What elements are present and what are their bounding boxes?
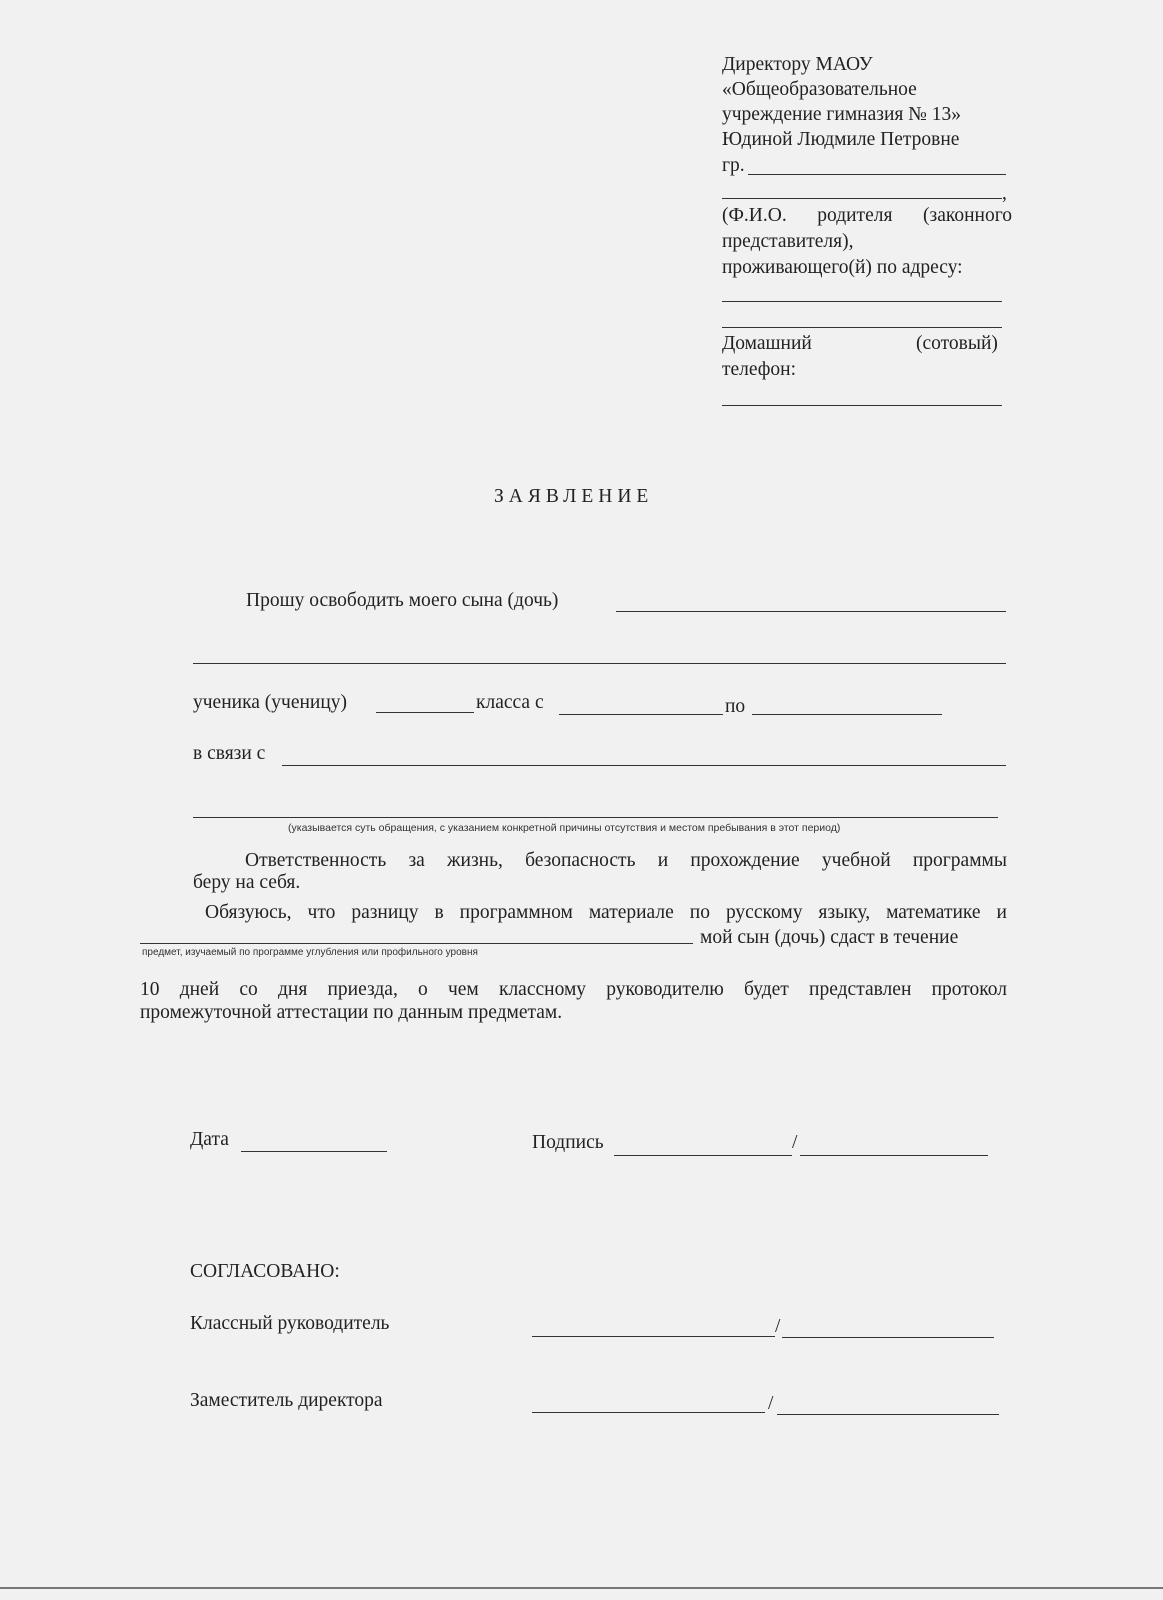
child-name-field-2[interactable] [193, 663, 1006, 664]
date-to-field[interactable] [752, 714, 942, 715]
scan-edge [0, 1587, 1163, 1589]
responsibility-text: беру на себя. [193, 872, 301, 893]
addressee-line: «Общеобразовательное [722, 79, 917, 100]
agreed-label: СОГЛАСОВАНО: [190, 1261, 340, 1282]
deputy-label: Заместитель директора [190, 1390, 383, 1411]
phone-label: Домашний [722, 333, 812, 354]
class-teacher-label: Классный руководитель [190, 1313, 390, 1334]
date-from-field[interactable] [559, 714, 723, 715]
date-field[interactable] [241, 1151, 387, 1152]
slash: / [775, 1316, 781, 1337]
subject-hint: предмет, изучаемый по программе углубления или профильного уровня [142, 947, 478, 958]
reason-label: в связи с [193, 743, 266, 764]
obligation-text: Обязуюсь, что разницу в программном материале по русскому языку, математике и [205, 902, 1007, 923]
document-title: ЗАЯВЛЕНИЕ [494, 486, 654, 507]
addressee-line: учреждение гимназия № 13» [722, 104, 961, 125]
address-field[interactable] [722, 301, 1002, 302]
subject-field[interactable] [140, 943, 693, 944]
addressee-line: Директору МАОУ [722, 54, 873, 75]
reason-field-2[interactable] [193, 817, 998, 818]
to-label: по [725, 696, 746, 717]
fio-note: (Ф.И.О. родителя (законного [722, 205, 1012, 226]
student-label: ученика (ученицу) [193, 692, 348, 713]
deputy-signature-field[interactable] [532, 1412, 765, 1413]
comma: , [1002, 183, 1007, 204]
gr-label: гр. [722, 155, 745, 176]
signature-label: Подпись [532, 1132, 604, 1153]
addressee-line: Юдиной Людмиле Петровне [722, 129, 960, 150]
slash: / [792, 1132, 798, 1153]
reason-hint: (указывается суть обращения, с указанием конкретной причины отсутствия и местом пребывания в этот период) [288, 822, 841, 834]
reason-field[interactable] [282, 765, 1006, 766]
class-field[interactable] [376, 712, 474, 713]
slash: / [768, 1393, 774, 1414]
phone-field[interactable] [722, 405, 1002, 406]
child-name-field[interactable] [616, 611, 1006, 612]
parent-name-field[interactable] [748, 174, 1006, 175]
class-teacher-name-field[interactable] [782, 1337, 994, 1338]
obligation-text: 10 дней со дня приезда, о чем классному руководителю будет представлен протокол [140, 979, 1007, 1000]
class-from-label: класса с [476, 692, 544, 713]
obligation-text: мой сын (дочь) сдаст в течение [700, 927, 959, 948]
deputy-name-field[interactable] [777, 1414, 999, 1415]
obligation-text: промежуточной аттестации по данным предметам. [140, 1002, 563, 1023]
responsibility-text: Ответственность за жизнь, безопасность и прохождение учебной программы [245, 850, 1007, 871]
phone-label: (сотовый) [916, 333, 998, 354]
address-label: проживающего(й) по адресу: [722, 257, 963, 278]
fio-note: представителя), [722, 231, 854, 252]
date-label: Дата [190, 1129, 229, 1150]
class-teacher-signature-field[interactable] [532, 1336, 775, 1337]
request-text: Прошу освободить моего сына (дочь) [246, 590, 559, 611]
signature-field[interactable] [614, 1155, 792, 1156]
address-field-2[interactable] [722, 327, 1002, 328]
signature-name-field[interactable] [800, 1155, 988, 1156]
phone-label: телефон: [722, 359, 797, 380]
parent-name-field-2[interactable] [722, 198, 1002, 199]
